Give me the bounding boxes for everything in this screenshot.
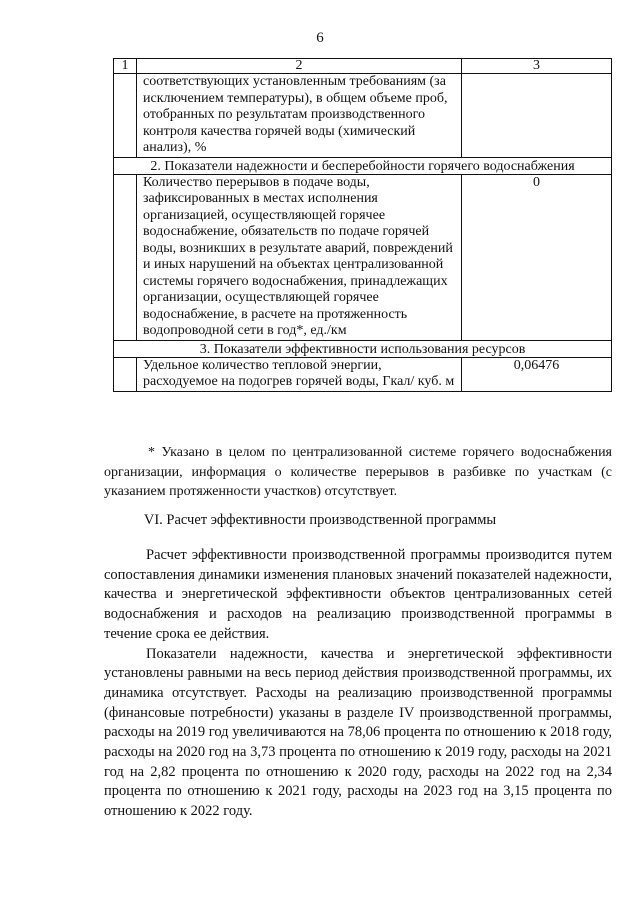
- table-section-row: [114, 340, 612, 357]
- table-cell-value: 0,06476: [462, 357, 612, 391]
- table-cell-value: 0: [462, 174, 612, 340]
- footnote-block: [104, 443, 612, 502]
- footnote: * Указано в целом по централизованной системе горячего водоснабжения организации, информация о количестве перерывов в разбивке по участкам (с указанием протяженности участков) отсутствует.: [104, 445, 612, 499]
- body-text: [104, 546, 612, 822]
- table-header-cell: 3: [462, 59, 612, 74]
- table-header-row: [114, 59, 612, 74]
- paragraph: Показатели надежности, качества и энергетической эффективности установлены равными на весь период действия производственной программы, их динамика отсутствует. Расходы на реализацию производственной программы (финансовые потребности) указаны в разделе IV производственной программы, расходы на 2019 год увеличиваются на 78,06 процента по отношению к 2018 году, расходы на 2020 год на 3,73 процента по отношению к 2019 году, расходы на 2021 год на 2,82 процента по отношению к 2020 году, расходы на 2022 год на 2,34 процента по отношению к 2021 году, расходы на 2023 год на 3,15 процента по отношению к 2022 году.: [104, 645, 612, 820]
- table-cell-num: [114, 174, 137, 340]
- paragraph: Расчет эффективности производственной программы производится путем сопоставления динамики изменения плановых значений показателей надежности, качества и энергетической эффективности объектов централизованных сетей водоснабжения и расходов на реализацию производственной программы в течение срока ее действия.: [104, 547, 612, 642]
- table-row: [114, 357, 612, 391]
- page-number: 6: [316, 30, 324, 46]
- table-header-cell: 2: [137, 59, 462, 74]
- table-cell-text: Удельное количество тепловой энергии, расходуемое на подогрев горячей воды, Гкал/ куб. м: [137, 357, 462, 391]
- table-section-title: 3. Показатели эффективности использования ресурсов: [114, 340, 612, 357]
- table-cell-value: [462, 74, 612, 158]
- table-section-title: 2. Показатели надежности и бесперебойности горячего водоснабжения: [114, 157, 612, 174]
- table-section-row: [114, 157, 612, 174]
- table-cell-num: [114, 74, 137, 158]
- table-cell-text: Количество перерывов в подаче воды, зафиксированных в местах исполнения организацией, осуществляющей горячее водоснабжение, обязательств по подаче горячей воды, возникших в результате аварий, повреждений и иных нарушений на объектах централизованной системы горячего водоснабжения, принадлежащих организации, осуществляющей горячее водоснабжение, в расчете на протяженность водопроводной сети в год*, ед./км: [137, 174, 462, 340]
- table-row: [114, 174, 612, 340]
- table-cell-text: соответствующих установленным требованиям (за исключением температуры), в общем объеме проб, отобранных по результатам производственного контроля качества горячей воды (химический анализ), %: [137, 74, 462, 158]
- indicators-table: [113, 58, 612, 392]
- section-heading: VI. Расчет эффективности производственной программы: [143, 512, 497, 528]
- table-row: [114, 74, 612, 158]
- table-cell-num: [114, 357, 137, 391]
- table-header-cell: 1: [114, 59, 137, 74]
